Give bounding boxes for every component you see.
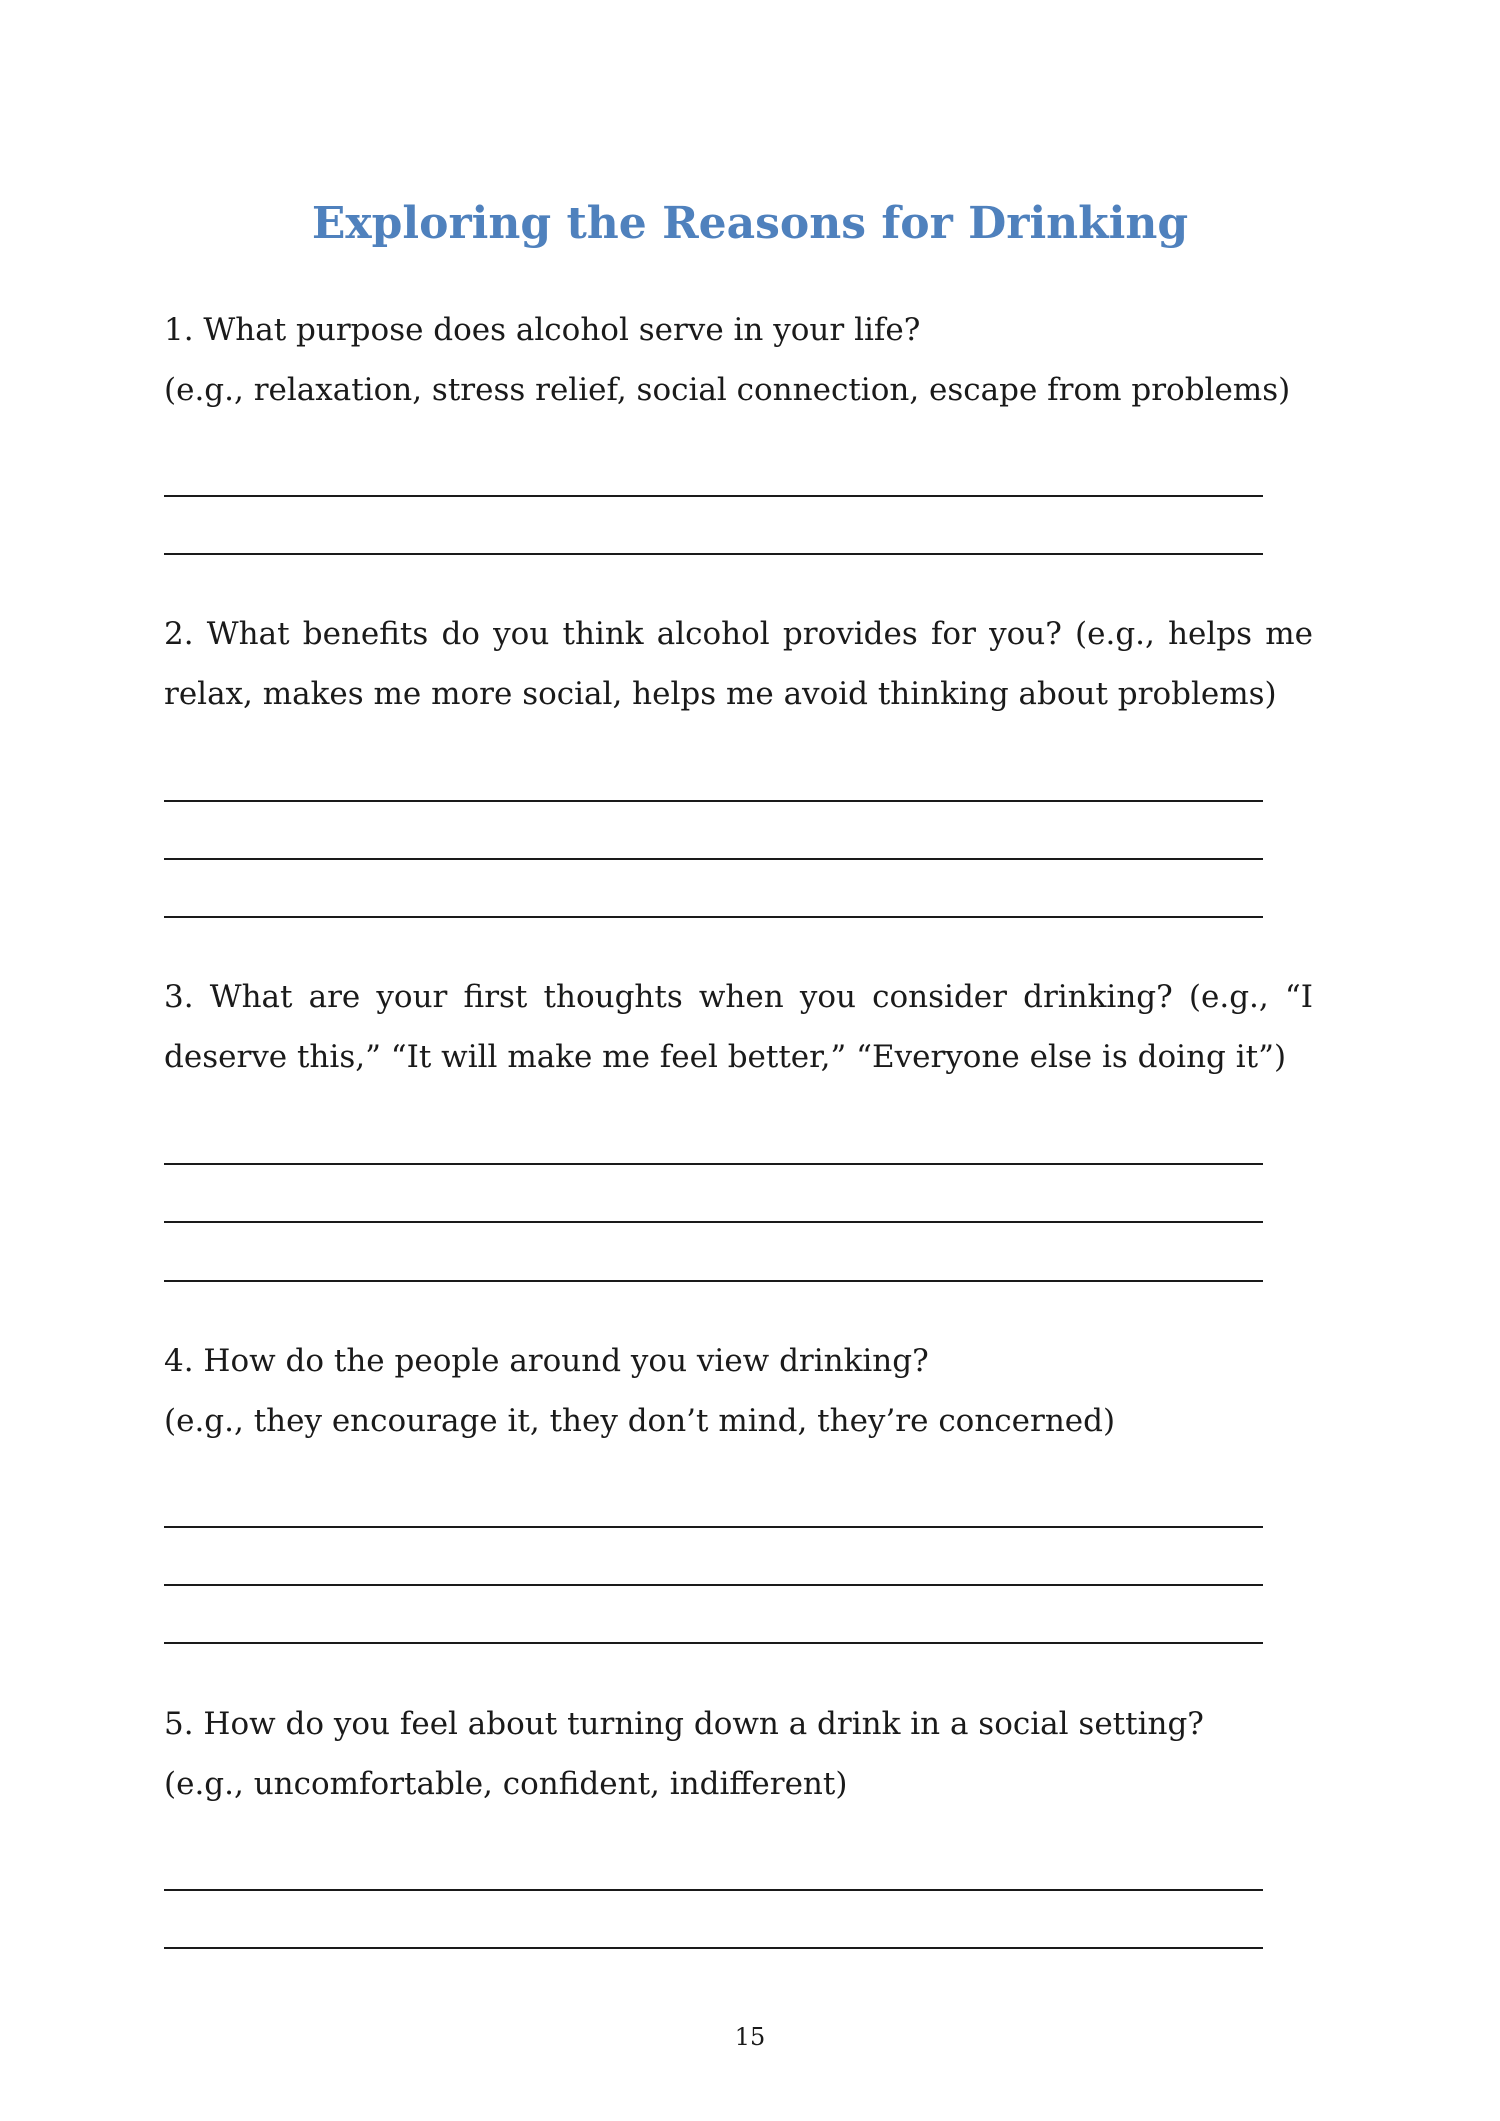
answer-line[interactable]	[164, 553, 1263, 555]
answer-line[interactable]	[164, 1642, 1263, 1644]
answer-line[interactable]	[164, 916, 1263, 918]
question-5-examples: (e.g., uncomfortable, confident, indifferent)	[164, 1766, 848, 1802]
answer-line[interactable]	[164, 800, 1263, 802]
question-1	[164, 300, 1313, 420]
answer-line[interactable]	[164, 1221, 1263, 1223]
question-4-prompt: 4. How do the people around you view drinking?	[164, 1343, 929, 1379]
question-4	[164, 1331, 1313, 1451]
question-1-examples: (e.g., relaxation, stress relief, social connection, escape from problems)	[164, 372, 1291, 408]
question-1-prompt: 1. What purpose does alcohol serve in your life?	[164, 312, 921, 348]
answer-line[interactable]	[164, 1947, 1263, 1949]
page-number: 15	[734, 2023, 766, 2051]
question-3: 3. What are your first thoughts when you consider drinking? (e.g., “I deserve this,” “It will make me feel better,” “Everyone else is doing it”)	[164, 979, 1313, 1075]
question-2: 2. What benefits do you think alcohol provides for you? (e.g., helps me relax, makes me more social, helps me avoid thinking about problems)	[164, 616, 1313, 712]
answer-line[interactable]	[164, 1526, 1263, 1528]
question-5	[164, 1694, 1313, 1814]
page-title: Exploring the Reasons for Drinking	[311, 198, 1189, 249]
answer-line[interactable]	[164, 495, 1263, 497]
answer-line[interactable]	[164, 1584, 1263, 1586]
answer-line[interactable]	[164, 1280, 1263, 1282]
answer-line[interactable]	[164, 1889, 1263, 1891]
answer-line[interactable]	[164, 858, 1263, 860]
question-4-examples: (e.g., they encourage it, they don’t mind, they’re concerned)	[164, 1403, 1116, 1439]
answer-line[interactable]	[164, 1163, 1263, 1165]
question-5-prompt: 5. How do you feel about turning down a drink in a social setting?	[164, 1706, 1204, 1742]
